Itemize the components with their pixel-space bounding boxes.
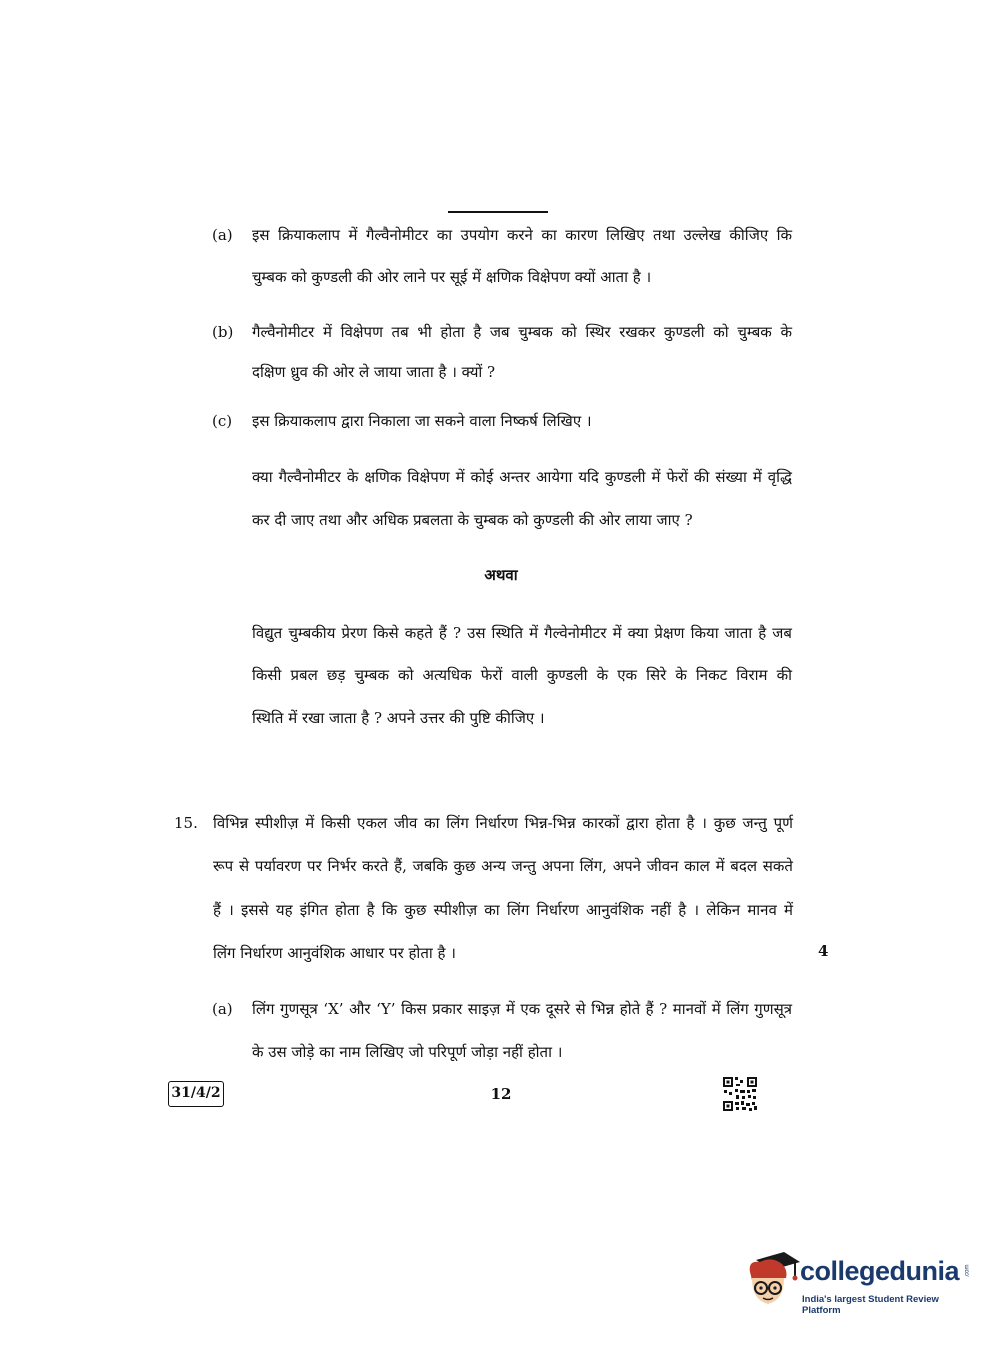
qr-code-icon <box>722 1076 758 1112</box>
or-line3: स्थिति में रखा जाता है ? अपने उत्तर की पुष्टि कीजिए । <box>252 709 545 727</box>
q15-marks: 4 <box>818 942 829 960</box>
q15-line1: विभिन्न स्पीशीज़ में किसी एकल जीव का लिंग निर्धारण भिन्न-भिन्न कारकों द्वारा होता है । कुछ जन्तु पूर्ण <box>213 814 793 832</box>
q15-line3: हैं । इससे यह इंगित होता है कि कुछ स्पीशीज़ का लिंग निर्धारण आनुवंशिक नहीं है । लेकिन मानव में <box>213 901 793 919</box>
top-rule <box>448 211 548 213</box>
q15-a-line2: के उस जोड़े का नाम लिखिए जो परिपूर्ण जोड़ा नहीं होता । <box>252 1043 563 1061</box>
or-line1: विद्युत चुम्बकीय प्रेरण किसे कहते हैं ? उस स्थिति में गैल्वेनोमीटर में क्या प्रेक्षण किया जाता है जब <box>252 624 792 642</box>
page-number: 12 <box>490 1085 512 1103</box>
q14-b-line2: दक्षिण ध्रुव की ओर ले जाया जाता है । क्यों ? <box>252 363 496 381</box>
collegedunia-logo <box>742 1248 972 1318</box>
q15-a-label: (a) <box>212 1000 233 1018</box>
paper-code: 31/4/2 <box>168 1081 224 1107</box>
logo-suffix: .com <box>964 1264 971 1278</box>
q14-a-line1: इस क्रियाकलाप में गैल्वैनोमीटर का उपयोग करने का कारण लिखिए तथा उल्लेख कीजिए कि <box>252 226 792 244</box>
q14-c-label: (c) <box>212 412 233 430</box>
q14-b-line1: गैल्वैनोमीटर में विक्षेपण तब भी होता है जब चुम्बक को स्थिर रखकर कुण्डली को चुम्बक के <box>252 323 792 341</box>
q15-line4: लिंग निर्धारण आनुवंशिक आधार पर होता है । <box>213 944 456 962</box>
student-mascot-icon <box>742 1248 802 1318</box>
q14-c-line3: कर दी जाए तथा और अधिक प्रबलता के चुम्बक को कुण्डली की ओर लाया जाए ? <box>252 511 693 529</box>
or-line2: किसी प्रबल छड़ चुम्बक को अत्यधिक फेरों वाली कुण्डली के एक सिरे के निकट विराम की <box>252 666 792 684</box>
logo-tagline: India's largest Student Review Platform <box>802 1294 939 1316</box>
q14-a-line2: चुम्बक को कुण्डली की ओर लाने पर सूई में क्षणिक विक्षेपण क्यों आता है । <box>252 268 652 286</box>
q14-b-label: (b) <box>212 323 234 341</box>
q15-line2: रूप से पर्यावरण पर निर्भर करते हैं, जबकि कुछ अन्य जन्तु अपना लिंग, अपने जीवन काल में बदल सकते <box>213 857 793 875</box>
q14-c-line2: क्या गैल्वैनोमीटर के क्षणिक विक्षेपण में कोई अन्तर आयेगा यदि कुण्डली में फेरों की संख्या में वृद्धि <box>252 468 792 486</box>
q15-number: 15. <box>174 814 198 832</box>
logo-wordmark: collegedunia <box>800 1256 960 1286</box>
or-heading: अथवा <box>484 566 518 584</box>
q14-a-label: (a) <box>212 226 233 244</box>
q14-c-line1: इस क्रियाकलाप द्वारा निकाला जा सकने वाला निष्कर्ष लिखिए । <box>252 412 592 430</box>
q15-a-line1: लिंग गुणसूत्र ‘X’ और ‘Y’ किस प्रकार साइज़ में एक दूसरे से भिन्न होते हैं ? मानवों में लिंग गुणसूत्र <box>252 1000 792 1018</box>
